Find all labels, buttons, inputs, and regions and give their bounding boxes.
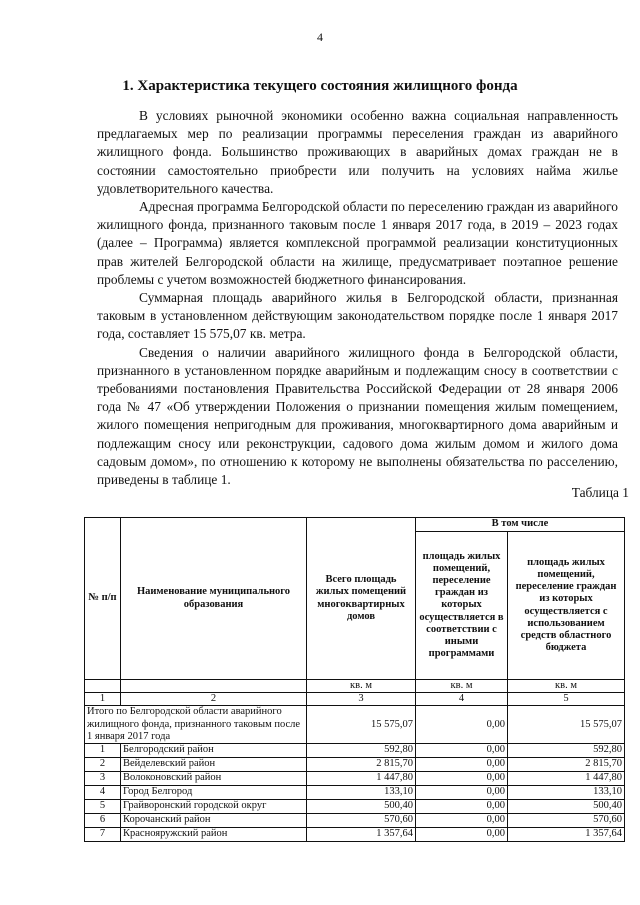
table-row	[85, 772, 625, 786]
row-regional: 2 815,70	[508, 758, 625, 772]
row-regional: 570,60	[508, 814, 625, 828]
section-title: 1. Характеристика текущего состояния жилищного фонда	[122, 78, 518, 94]
row-regional: 133,10	[508, 786, 625, 800]
column-number: 1	[85, 693, 121, 706]
row-num: 4	[85, 786, 121, 800]
unit-cell: кв. м	[416, 680, 508, 693]
row-other: 0,00	[416, 828, 508, 842]
total-regional: 15 575,07	[508, 706, 625, 744]
row-name: Вейделевский район	[121, 758, 307, 772]
column-numbers-row	[85, 693, 625, 706]
row-total: 1 447,80	[307, 772, 416, 786]
row-num: 7	[85, 828, 121, 842]
row-name: Белгородский район	[121, 744, 307, 758]
total-label: Итого по Белгородской области аварийного жилищного фонда, признанного таковым после 1 января 2017 года	[85, 706, 307, 744]
header-row	[85, 518, 625, 532]
row-num: 5	[85, 800, 121, 814]
row-regional: 1 447,80	[508, 772, 625, 786]
row-total: 2 815,70	[307, 758, 416, 772]
header-regional-budget: площадь жилых помещений, переселение граждан из которых осуществляется с использованием средств областного бюджета	[508, 532, 625, 680]
header-num: № п/п	[85, 518, 121, 680]
column-number: 4	[416, 693, 508, 706]
row-other: 0,00	[416, 800, 508, 814]
paragraph: Адресная программа Белгородской области по переселению граждан из аварийного жилищного фонда, признанного таковым после 1 января 2017 года, в 2019 – 2023 годах (далее – Программа) является комплексной программой реализации конституционных прав жителей Белгородской области на жилище, предусматривает поэтапное решение проблемы с учетом возможностей бюджетного финансирования.	[97, 199, 618, 287]
row-total: 592,80	[307, 744, 416, 758]
row-num: 6	[85, 814, 121, 828]
total-other: 0,00	[416, 706, 508, 744]
row-regional: 500,40	[508, 800, 625, 814]
unit-cell: кв. м	[508, 680, 625, 693]
header-total: Всего площадь жилых помещений многоквартирных домов	[307, 518, 416, 680]
page-number: 4	[317, 30, 323, 44]
units-row	[85, 680, 625, 693]
row-name: Волоконовский район	[121, 772, 307, 786]
row-regional: 1 357,64	[508, 828, 625, 842]
row-total: 1 357,64	[307, 828, 416, 842]
total-value: 15 575,07	[307, 706, 416, 744]
row-other: 0,00	[416, 786, 508, 800]
table-row	[85, 828, 625, 842]
header-other-programs: площадь жилых помещений, переселение граждан из которых осуществляется в соответствии с иными программами	[416, 532, 508, 680]
row-name: Грайворонский городской округ	[121, 800, 307, 814]
table-row	[85, 758, 625, 772]
table-row	[85, 800, 625, 814]
unit-cell-empty	[121, 680, 307, 693]
paragraph: В условиях рыночной экономики особенно важна социальная направленность предлагаемых мер по реализации программы переселения граждан из аварийного жилищного фонда. Большинство проживающих в аварийных домах граждан не в состоянии самостоятельно приобрести или получить на условиях найма жилье удовлетворительного качества.	[97, 108, 618, 196]
row-total: 570,60	[307, 814, 416, 828]
row-num: 3	[85, 772, 121, 786]
row-num: 2	[85, 758, 121, 772]
column-number: 2	[121, 693, 307, 706]
total-row	[85, 706, 625, 744]
column-number: 5	[508, 693, 625, 706]
row-total: 133,10	[307, 786, 416, 800]
table-row	[85, 786, 625, 800]
table-row	[85, 744, 625, 758]
row-other: 0,00	[416, 814, 508, 828]
row-num: 1	[85, 744, 121, 758]
housing-table	[84, 517, 625, 842]
row-total: 500,40	[307, 800, 416, 814]
row-name: Город Белгород	[121, 786, 307, 800]
body-text	[97, 107, 618, 489]
header-including: В том числе	[416, 518, 625, 532]
row-name: Краснояружский район	[121, 828, 307, 842]
table-caption: Таблица 1	[571, 485, 629, 500]
row-other: 0,00	[416, 772, 508, 786]
unit-cell-empty	[85, 680, 121, 693]
table-row	[85, 814, 625, 828]
row-regional: 592,80	[508, 744, 625, 758]
row-other: 0,00	[416, 758, 508, 772]
paragraph: Суммарная площадь аварийного жилья в Белгородской области, признанная таковым в установленном действующим законодательством порядке после 1 января 2017 года, составляет 15 575,07 кв. метра.	[97, 290, 618, 342]
column-number: 3	[307, 693, 416, 706]
row-name: Корочанский район	[121, 814, 307, 828]
unit-cell: кв. м	[307, 680, 416, 693]
header-name: Наименование муниципального образования	[121, 518, 307, 680]
paragraph: Сведения о наличии аварийного жилищного фонда в Белгородской области, признанного в установленном порядке аварийным и подлежащим сносу в соответствии с требованиями постановления Правительства Российской Федерации от 28 января 2006 года № 47 «Об утверждении Положения о признании помещения жилым помещением, жилого помещения непригодным для проживания, многоквартирного дома аварийным и подлежащим сносу или реконструкции, садового дома жилым домом и жилого дома садовым домом», по отношению к которому не выполнены обязательства по расселению, приведены в таблице 1.	[97, 344, 618, 488]
row-other: 0,00	[416, 744, 508, 758]
